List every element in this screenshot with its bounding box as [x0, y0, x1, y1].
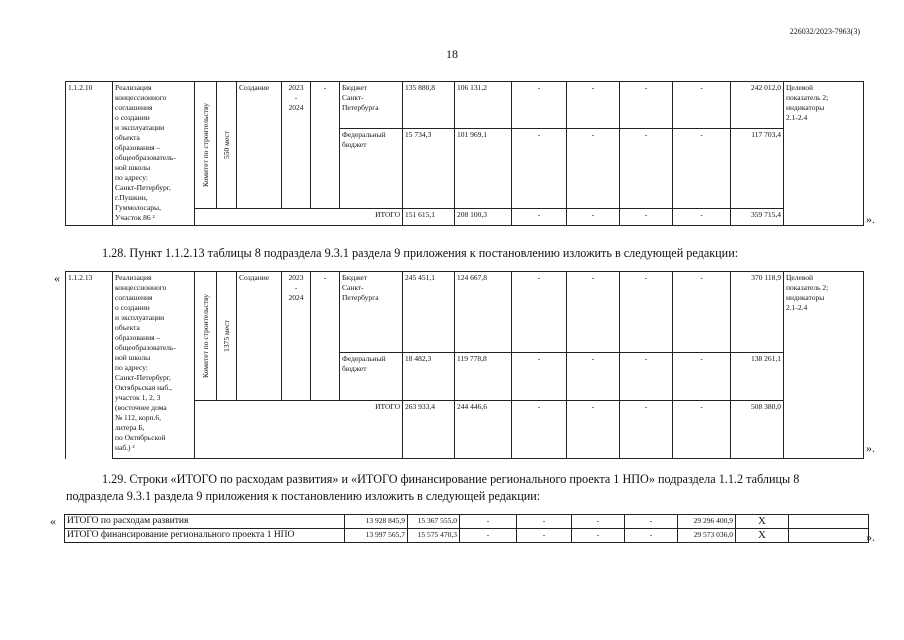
indicator-cell: Целевой показатель 2; индикаторы 2.1-2.4: [784, 82, 864, 226]
value-cell: 263 933,4: [403, 401, 455, 459]
opening-quote: «: [50, 514, 56, 528]
value-cell: 245 451,1: [403, 272, 455, 353]
value-cell: -: [512, 209, 567, 226]
value-cell: -: [460, 515, 517, 529]
capacity-label: 550 мест: [221, 131, 231, 159]
value-cell: -: [673, 272, 731, 353]
capacity-label: 1375 мест: [221, 320, 231, 352]
document-number: 226032/2023-7963(3): [789, 27, 860, 36]
value-cell: 13 928 845,9: [345, 515, 408, 529]
value-cell: -: [625, 529, 678, 543]
value-cell: 101 969,1: [455, 129, 512, 209]
value-cell: 244 446,6: [455, 401, 512, 459]
value-cell: 135 880,8: [403, 82, 455, 129]
item-description: Реализация концессионного соглашения о создании и эксплуатации объекта образования – общеобразователь- ной школы по адресу: Санкт-Петербург, Октябрьская наб., участок 1, 2, 3 (восточнее дома № 112, корп.6, литера Б, по Октябрьской наб.) ²: [113, 272, 195, 459]
table-item-1-1-2-13: [65, 271, 864, 459]
x-mark: Х: [736, 515, 789, 529]
total-cell: 138 261,1: [731, 352, 784, 400]
executor-label: Комитет по строительству: [200, 293, 210, 379]
value-cell: 29 296 400,9: [678, 515, 736, 529]
value-cell: -: [512, 129, 567, 209]
total-cell: 359 715,4: [731, 209, 784, 226]
action-cell: Создание: [237, 272, 282, 401]
value-cell: -: [460, 529, 517, 543]
funding-source: Федеральный бюджет: [340, 352, 403, 400]
paragraph-1-28: 1.28. Пункт 1.1.2.13 таблицы 8 подраздела 9.3.1 раздела 9 приложения к постановлению изложить в следующей редакции:: [102, 246, 739, 260]
value-cell: -: [567, 209, 620, 226]
value-cell: -: [567, 82, 620, 129]
period-cell: 2023 - 2024: [282, 272, 311, 401]
total-row-label: ИТОГО по расходам развития: [65, 515, 345, 529]
x-mark: [789, 515, 869, 529]
executor-label: Комитет по строительству: [200, 102, 210, 188]
dash-cell: -: [311, 272, 340, 401]
page-number: 18: [446, 47, 458, 61]
funding-source: Федеральный бюджет: [340, 129, 403, 209]
value-cell: 15 367 555,0: [408, 515, 460, 529]
value-cell: -: [620, 272, 673, 353]
x-mark: [789, 529, 869, 543]
paragraph-1-29-line-2: подраздела 9.3.1 раздела 9 приложения к постановлению изложить в следующей редакции:: [66, 489, 541, 503]
value-cell: 18 482,3: [403, 352, 455, 400]
value-cell: -: [673, 401, 731, 459]
value-cell: 29 573 036,0: [678, 529, 736, 543]
value-cell: -: [572, 515, 625, 529]
total-label: ИТОГО: [195, 401, 403, 459]
total-row-label: ИТОГО финансирование регионального проекта 1 НПО: [65, 529, 345, 543]
total-cell: 508 380,0: [731, 401, 784, 459]
item-description: Реализация концессионного соглашения о создании и эксплуатации объекта образования – общеобразователь- ной школы по адресу: Санкт-Петербург, г.Пушкин, Гуммолосары, Участок 86 ²: [113, 82, 195, 226]
value-cell: 15 575 470,3: [408, 529, 460, 543]
value-cell: -: [620, 129, 673, 209]
value-cell: -: [512, 401, 567, 459]
value-cell: -: [673, 209, 731, 226]
value-cell: -: [517, 529, 572, 543]
funding-source: Бюджет Санкт- Петербурга: [340, 82, 403, 129]
closing-quote: ».: [866, 212, 875, 226]
closing-quote: ».: [866, 530, 875, 544]
opening-quote: «: [54, 271, 60, 285]
value-cell: -: [517, 515, 572, 529]
value-cell: -: [620, 352, 673, 400]
value-cell: -: [620, 401, 673, 459]
value-cell: -: [567, 401, 620, 459]
value-cell: 119 778,8: [455, 352, 512, 400]
total-cell: 370 118,9: [731, 272, 784, 353]
value-cell: 15 734,3: [403, 129, 455, 209]
x-mark: Х: [736, 529, 789, 543]
value-cell: -: [567, 129, 620, 209]
dash-cell: -: [311, 82, 340, 209]
value-cell: -: [625, 515, 678, 529]
value-cell: -: [512, 82, 567, 129]
total-label: ИТОГО: [195, 209, 403, 226]
item-code: 1.1.2.13: [66, 272, 113, 459]
period-cell: 2023 - 2024: [282, 82, 311, 209]
value-cell: -: [620, 209, 673, 226]
value-cell: -: [673, 352, 731, 400]
indicator-cell: Целевой показатель 2; индикаторы 2.1-2.4: [784, 272, 864, 459]
value-cell: -: [673, 82, 731, 129]
value-cell: -: [673, 129, 731, 209]
value-cell: -: [512, 272, 567, 353]
value-cell: 13 997 565,7: [345, 529, 408, 543]
value-cell: 151 615,1: [403, 209, 455, 226]
value-cell: -: [572, 529, 625, 543]
total-cell: 242 012,0: [731, 82, 784, 129]
table-item-1-1-2-10: [65, 81, 864, 226]
value-cell: 106 131,2: [455, 82, 512, 129]
item-code: 1.1.2.10: [66, 82, 113, 226]
totals-table: [64, 514, 869, 543]
value-cell: 208 100,3: [455, 209, 512, 226]
value-cell: -: [620, 82, 673, 129]
total-cell: 117 703,4: [731, 129, 784, 209]
action-cell: Создание: [237, 82, 282, 209]
value-cell: 124 667,8: [455, 272, 512, 353]
paragraph-1-29-line-1: 1.29. Строки «ИТОГО по расходам развития» и «ИТОГО финансирование регионального проекта 1 НПО» подраздела 1.1.2 таблицы 8: [102, 472, 800, 486]
value-cell: -: [512, 352, 567, 400]
value-cell: -: [567, 272, 620, 353]
value-cell: -: [567, 352, 620, 400]
funding-source: Бюджет Санкт- Петербурга: [340, 272, 403, 353]
closing-quote: ».: [866, 441, 875, 455]
